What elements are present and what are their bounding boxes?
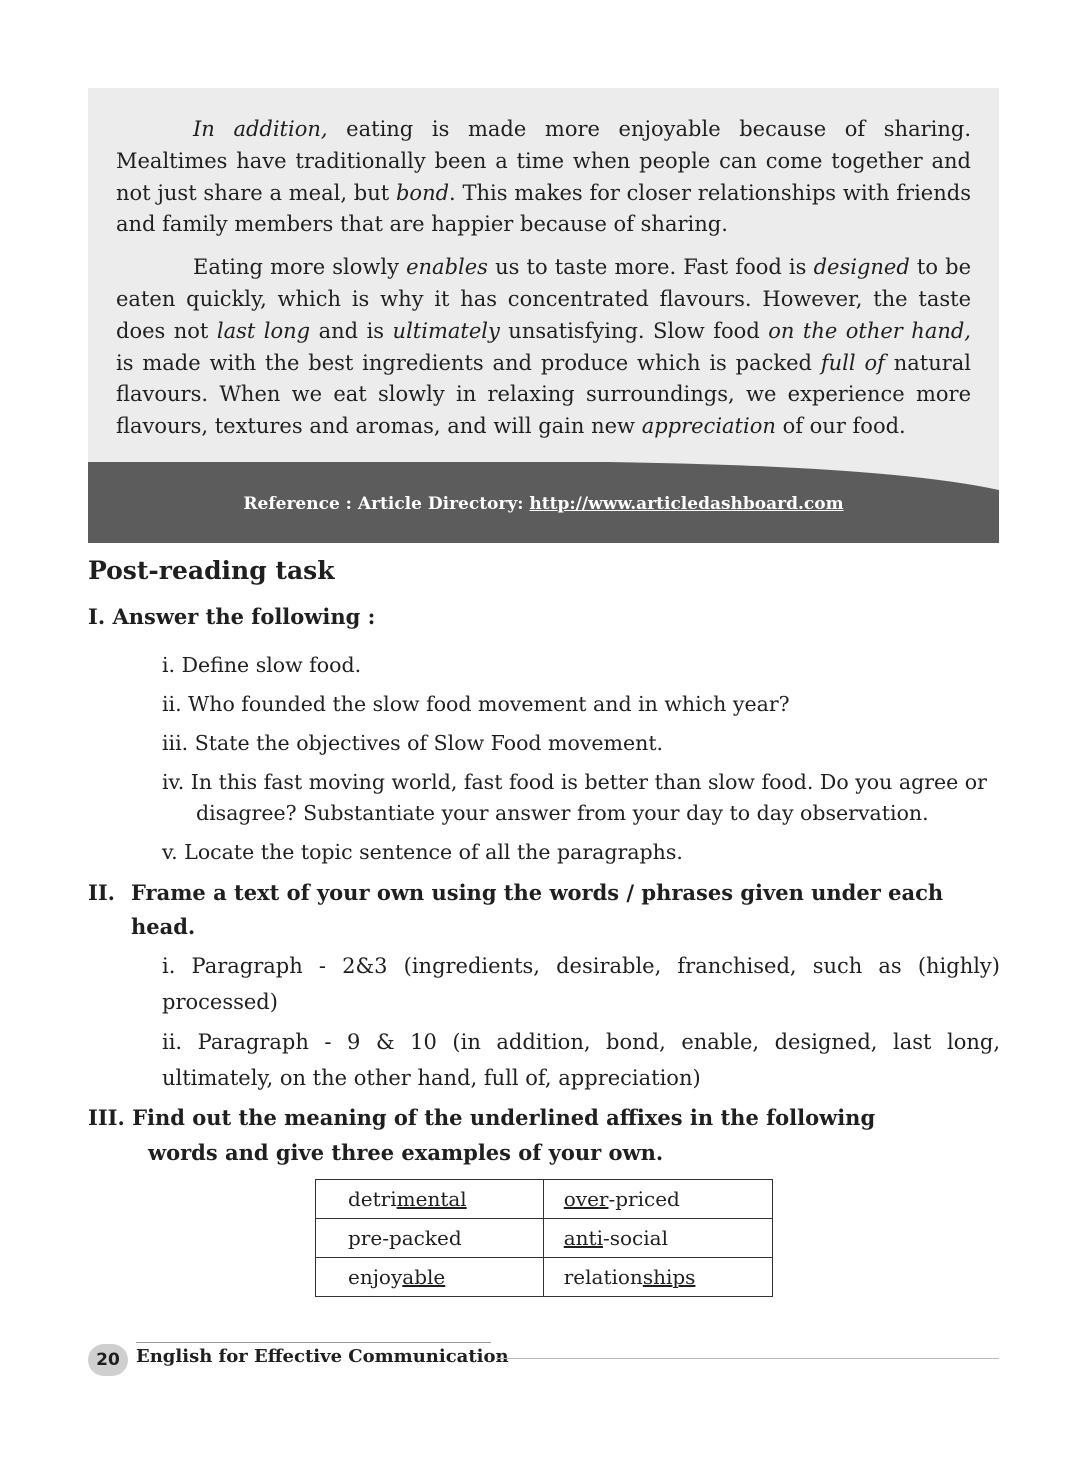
item-number: iii. bbox=[162, 731, 189, 755]
section-2-item-2 bbox=[162, 1024, 1000, 1096]
item-text: Who founded the slow food movement and in which year? bbox=[188, 692, 790, 716]
text-run: unsatisfying. Slow food bbox=[499, 318, 769, 343]
section-title-text: Find out the meaning of the underlined affixes in the following bbox=[132, 1105, 876, 1130]
section-2-item-1 bbox=[162, 948, 1000, 1020]
emphasis: enables bbox=[406, 255, 488, 280]
table-cell bbox=[543, 1180, 772, 1219]
table-cell bbox=[316, 1258, 544, 1297]
text-run: to be eaten quickly, which is why it has concentrated flavours. However, the taste does not bbox=[116, 255, 972, 343]
emphasis: In addition, bbox=[193, 117, 328, 141]
article-text bbox=[116, 114, 971, 454]
affix-table bbox=[315, 1179, 773, 1297]
underlined-affix: able bbox=[402, 1265, 446, 1289]
list-item bbox=[162, 767, 1000, 829]
word-part: detri bbox=[348, 1187, 397, 1211]
section-title-continued: words and give three examples of your own. bbox=[148, 1140, 664, 1165]
word-part: relation bbox=[563, 1265, 643, 1289]
emphasis: last long bbox=[216, 318, 311, 343]
paragraph-10 bbox=[116, 252, 971, 443]
table-cell bbox=[316, 1180, 544, 1219]
list-item bbox=[162, 689, 1000, 720]
underlined-affix: ships bbox=[642, 1265, 696, 1289]
table-cell bbox=[316, 1219, 544, 1258]
emphasis: appreciation bbox=[641, 414, 776, 439]
table-row bbox=[316, 1180, 773, 1219]
text-run: is made with the best ingredients and produce which is packed bbox=[116, 350, 821, 375]
table-row bbox=[316, 1219, 773, 1258]
text-run: natural flavours. When we eat slowly in relaxing surroundings, we experience more flavours, textures and aromas, and will gain new bbox=[116, 350, 971, 439]
emphasis: on the other hand, bbox=[768, 318, 971, 343]
item-number: iv. bbox=[162, 770, 185, 794]
emphasis: full of bbox=[820, 350, 885, 375]
footer-rule bbox=[496, 1358, 999, 1359]
emphasis: bond bbox=[395, 180, 450, 205]
item-number: ii. bbox=[162, 692, 182, 716]
text-run: eating is made more enjoyable because of sharing. Mealtimes have traditionally been a time when people can come together and not just share a meal, but bbox=[116, 117, 971, 205]
item-text: Define slow food. bbox=[181, 653, 362, 677]
item-number: v. bbox=[162, 840, 178, 864]
page-number: 20 bbox=[88, 1344, 128, 1376]
page-footer bbox=[88, 1340, 999, 1380]
list-item bbox=[162, 837, 1000, 868]
list-item bbox=[162, 728, 1000, 759]
underlined-affix: mental bbox=[396, 1187, 467, 1211]
word-part: -social bbox=[602, 1226, 668, 1250]
emphasis: designed bbox=[813, 255, 910, 280]
table-cell bbox=[543, 1258, 772, 1297]
book-title: English for Effective Communication bbox=[136, 1346, 509, 1367]
word-part: pre-packed bbox=[348, 1226, 462, 1250]
underlined-affix: anti bbox=[563, 1226, 603, 1250]
text-run: Eating more slowly bbox=[193, 255, 407, 280]
section-1-title: I. Answer the following : bbox=[88, 604, 376, 629]
section-2-title bbox=[88, 876, 999, 944]
article-box bbox=[88, 88, 999, 543]
section-number: III. bbox=[88, 1105, 125, 1130]
reference-label: Reference : Article Directory: bbox=[243, 494, 530, 514]
item-text: In this fast moving world, fast food is better than slow food. Do you agree or disagree? Substantiate your answer from your day to day observation. bbox=[190, 770, 987, 825]
text-run: us to taste more. Fast food is bbox=[487, 255, 814, 280]
word-part: -priced bbox=[608, 1187, 680, 1211]
item-text: Paragraph - 9 & 10 (in addition, bond, enable, designed, last long, ultimately, on the other hand, full of, appreciation) bbox=[162, 1030, 1000, 1090]
footer-divider bbox=[136, 1342, 491, 1343]
list-item bbox=[162, 650, 1000, 681]
section-3-title bbox=[88, 1100, 999, 1170]
paragraph-9 bbox=[116, 114, 971, 241]
underlined-affix: over bbox=[563, 1187, 609, 1211]
post-reading-heading: Post-reading task bbox=[88, 556, 335, 585]
reference-line bbox=[88, 494, 999, 514]
section-number: II. bbox=[88, 880, 115, 905]
reference-link[interactable]: http://www.articledashboard.com bbox=[529, 494, 844, 514]
item-number: ii. bbox=[162, 1030, 183, 1054]
section-title-text: Frame a text of your own using the words / phrases given under each bbox=[131, 880, 944, 905]
text-run: and is bbox=[310, 318, 393, 343]
item-text: Locate the topic sentence of all the paragraphs. bbox=[184, 840, 683, 864]
table-cell bbox=[543, 1219, 772, 1258]
text-run: of our food. bbox=[775, 414, 906, 439]
item-text: Paragraph - 2&3 (ingredients, desirable, franchised, such as (highly) processed) bbox=[162, 954, 1000, 1014]
emphasis: ultimately bbox=[392, 318, 500, 343]
question-list bbox=[162, 650, 1000, 876]
item-number: i. bbox=[162, 954, 176, 978]
table-row bbox=[316, 1258, 773, 1297]
word-part: enjoy bbox=[348, 1265, 403, 1289]
item-number: i. bbox=[162, 653, 176, 677]
section-title-continued: head. bbox=[131, 914, 196, 939]
text-run: . This makes for closer relationships with friends and family members that are happier because of sharing. bbox=[116, 180, 971, 237]
item-text: State the objectives of Slow Food movement. bbox=[194, 731, 664, 755]
